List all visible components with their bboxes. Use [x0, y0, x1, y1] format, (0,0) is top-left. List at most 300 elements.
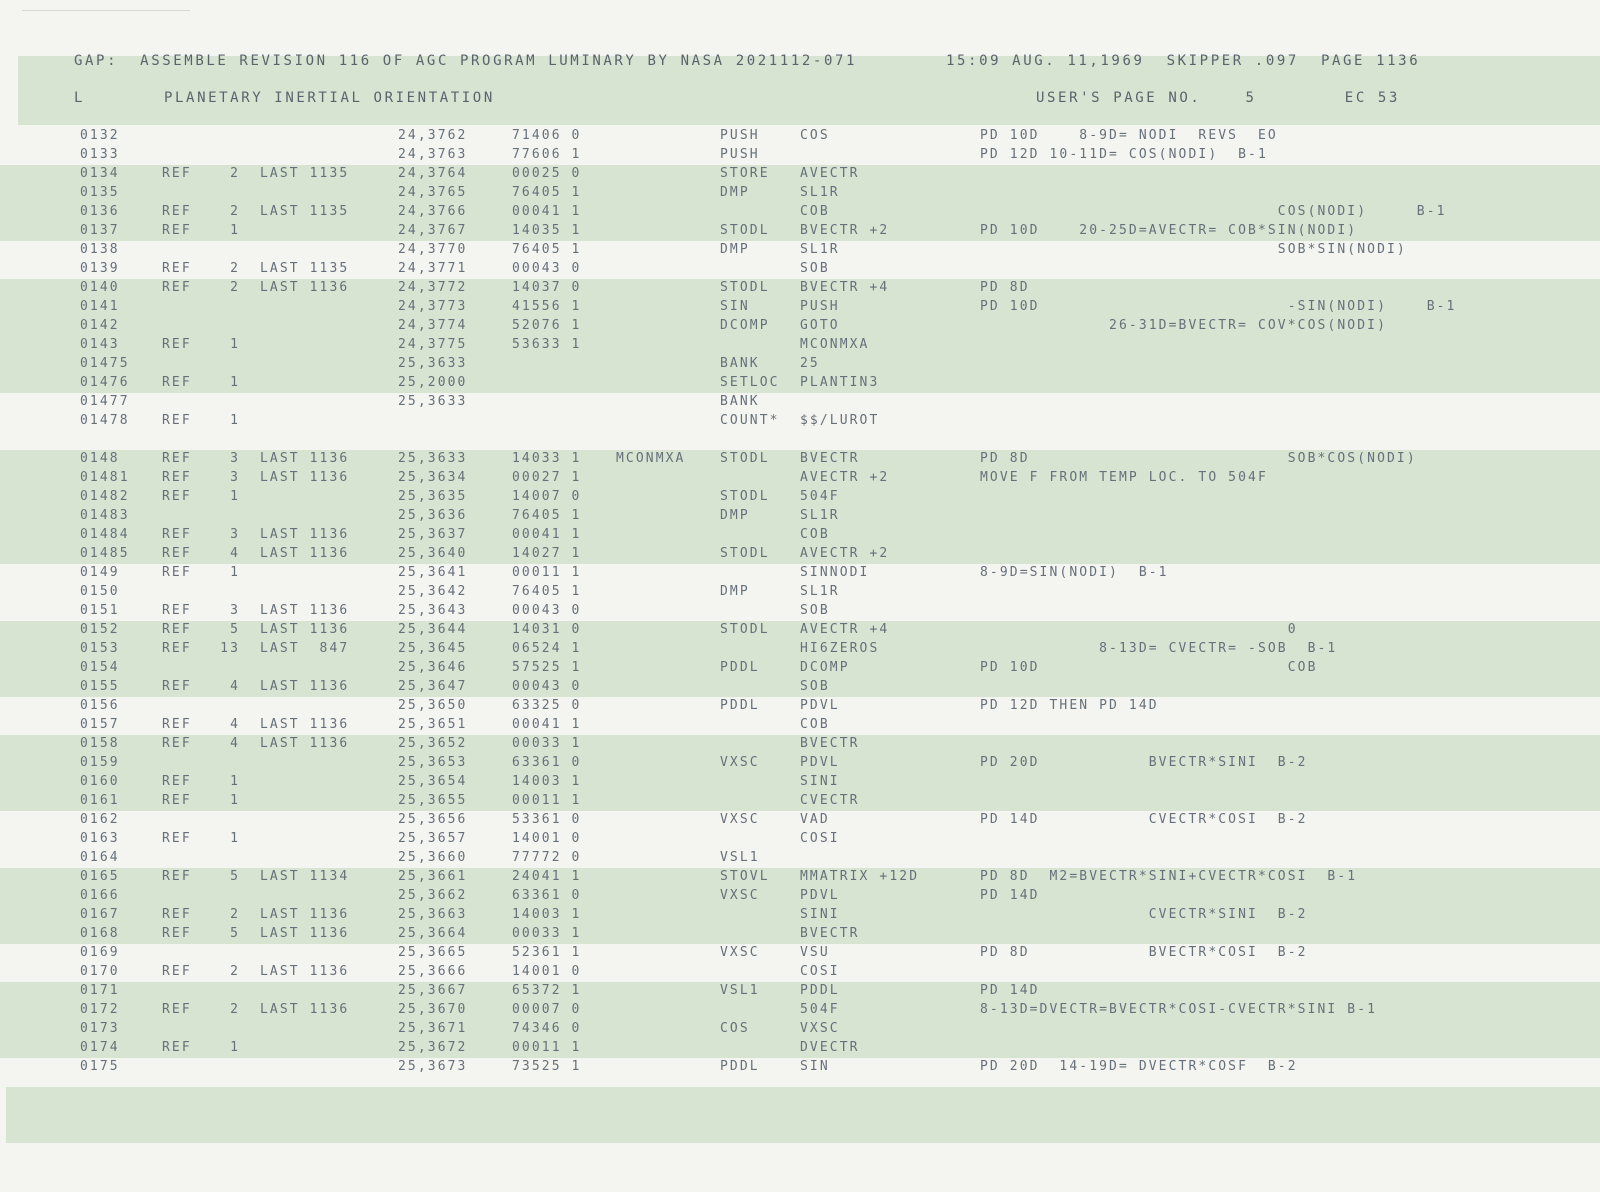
octal-code: 00041 1: [512, 204, 582, 219]
last-page-ref: LAST 1134: [260, 869, 350, 884]
operand: SINI: [800, 907, 840, 922]
ref-marker: REF: [162, 204, 192, 219]
opcode: VXSC: [720, 888, 760, 903]
address: 25,3642: [398, 584, 468, 599]
octal-code: 14007 0: [512, 489, 582, 504]
ref-count: 2: [230, 280, 240, 295]
line-number: 0173: [80, 1021, 120, 1036]
ref-count: 1: [230, 223, 240, 238]
opcode: DMP: [720, 185, 750, 200]
line-number: 0155: [80, 679, 120, 694]
ref-marker: REF: [162, 679, 192, 694]
listing-row: [0, 469, 1600, 488]
comment: PD 10D COB: [980, 660, 1318, 675]
column-l-label: L: [74, 90, 86, 106]
operand: BVECTR: [800, 451, 860, 466]
octal-code: 00041 1: [512, 527, 582, 542]
comment: 8-9D=SIN(NODI) B-1: [980, 565, 1169, 580]
ref-count: 2: [230, 907, 240, 922]
line-number: 0152: [80, 622, 120, 637]
address: 25,3641: [398, 565, 468, 580]
opcode: DMP: [720, 242, 750, 257]
line-number: 0165: [80, 869, 120, 884]
line-number: 01478: [80, 413, 130, 428]
operand: VAD: [800, 812, 830, 827]
operand: PDVL: [800, 888, 840, 903]
octal-code: 71406 0: [512, 128, 582, 143]
line-number: 0174: [80, 1040, 120, 1055]
octal-code: 14027 1: [512, 546, 582, 561]
comment: PD 10D -SIN(NODI) B-1: [980, 299, 1457, 314]
octal-code: 73525 1: [512, 1059, 582, 1074]
octal-code: 00027 1: [512, 470, 582, 485]
address: 25,3667: [398, 983, 468, 998]
line-number: 0154: [80, 660, 120, 675]
octal-code: 77772 0: [512, 850, 582, 865]
opcode: PUSH: [720, 147, 760, 162]
opcode: COUNT*: [720, 413, 780, 428]
octal-code: 24041 1: [512, 869, 582, 884]
octal-code: 52361 1: [512, 945, 582, 960]
address: 25,3645: [398, 641, 468, 656]
ref-count: 5: [230, 926, 240, 941]
address: 24,3773: [398, 299, 468, 314]
octal-code: 76405 1: [512, 584, 582, 599]
listing-row: [0, 564, 1600, 583]
opcode: DMP: [720, 508, 750, 523]
ref-marker: REF: [162, 413, 192, 428]
operand: MCONMXA: [800, 337, 870, 352]
operand: VXSC: [800, 1021, 840, 1036]
line-number: 0163: [80, 831, 120, 846]
listing-row: [0, 279, 1600, 298]
operand: CVECTR: [800, 793, 860, 808]
operand: PDDL: [800, 983, 840, 998]
octal-code: 76405 1: [512, 508, 582, 523]
octal-code: 00011 1: [512, 565, 582, 580]
ref-count: 4: [230, 736, 240, 751]
address: 24,3766: [398, 204, 468, 219]
ref-marker: REF: [162, 869, 192, 884]
comment: MOVE F FROM TEMP LOC. TO 504F: [980, 470, 1268, 485]
listing-row: [0, 146, 1600, 165]
operand: SL1R: [800, 508, 840, 523]
operand: SOB: [800, 603, 830, 618]
line-number: 0159: [80, 755, 120, 770]
last-page-ref: LAST 1136: [260, 622, 350, 637]
address: 24,3763: [398, 147, 468, 162]
address: 25,3634: [398, 470, 468, 485]
ref-marker: REF: [162, 622, 192, 637]
line-number: 0161: [80, 793, 120, 808]
operand: 25: [800, 356, 820, 371]
address: 24,3770: [398, 242, 468, 257]
section-title: PLANETARY INERTIAL ORIENTATION: [164, 90, 495, 106]
address: 25,3664: [398, 926, 468, 941]
ref-marker: REF: [162, 717, 192, 732]
line-number: 0158: [80, 736, 120, 751]
opcode: BANK: [720, 356, 760, 371]
ref-count: 2: [230, 1002, 240, 1017]
ref-count: 1: [230, 337, 240, 352]
last-page-ref: LAST 1136: [260, 451, 350, 466]
line-number: 0136: [80, 204, 120, 219]
user-page-number: USER'S PAGE NO. 5 EC 53: [1036, 90, 1400, 106]
octal-code: 14003 1: [512, 774, 582, 789]
ref-count: 1: [230, 375, 240, 390]
address: 24,3772: [398, 280, 468, 295]
listing-row: [0, 545, 1600, 564]
line-number: 0143: [80, 337, 120, 352]
ref-marker: REF: [162, 907, 192, 922]
comment: PD 8D BVECTR*COSI B-2: [980, 945, 1308, 960]
assembly-listing: [0, 127, 1600, 1077]
comment: PD 12D 10-11D= COS(NODI) B-1: [980, 147, 1268, 162]
ref-count: 1: [230, 774, 240, 789]
listing-row: [0, 127, 1600, 146]
opcode: STODL: [720, 280, 770, 295]
comment: PD 14D CVECTR*COSI B-2: [980, 812, 1308, 827]
octal-code: 00043 0: [512, 261, 582, 276]
operand: $$/LUROT: [800, 413, 880, 428]
listing-row: [0, 1001, 1600, 1020]
ref-marker: REF: [162, 774, 192, 789]
listing-row: [0, 450, 1600, 469]
octal-code: 63361 0: [512, 755, 582, 770]
line-number: 01483: [80, 508, 130, 523]
last-page-ref: LAST 1136: [260, 527, 350, 542]
ref-marker: REF: [162, 223, 192, 238]
opcode: DMP: [720, 584, 750, 599]
line-number: 0139: [80, 261, 120, 276]
address: 25,3633: [398, 356, 468, 371]
line-number: 0157: [80, 717, 120, 732]
operand: DCOMP: [800, 660, 850, 675]
listing-row: [0, 754, 1600, 773]
address: 25,3673: [398, 1059, 468, 1074]
operand: PLANTIN3: [800, 375, 880, 390]
address: 25,3666: [398, 964, 468, 979]
listing-row: [0, 849, 1600, 868]
ref-marker: REF: [162, 831, 192, 846]
address: 25,3651: [398, 717, 468, 732]
address: 25,2000: [398, 375, 468, 390]
ref-count: 4: [230, 717, 240, 732]
address: 25,3637: [398, 527, 468, 542]
line-number: 0149: [80, 565, 120, 580]
ref-count: 3: [230, 527, 240, 542]
paper-edge-line: [22, 10, 190, 11]
last-page-ref: LAST 1136: [260, 1002, 350, 1017]
line-number: 0172: [80, 1002, 120, 1017]
last-page-ref: LAST 1136: [260, 280, 350, 295]
operand: BVECTR +4: [800, 280, 890, 295]
operand: COB: [800, 717, 830, 732]
ref-count: 3: [230, 603, 240, 618]
last-page-ref: LAST 1136: [260, 926, 350, 941]
ref-count: 13: [220, 641, 240, 656]
line-number: 0138: [80, 242, 120, 257]
address: 25,3671: [398, 1021, 468, 1036]
address: 25,3665: [398, 945, 468, 960]
last-page-ref: LAST 1136: [260, 470, 350, 485]
comment: PD 20D 14-19D= DVECTR*COSF B-2: [980, 1059, 1298, 1074]
ref-count: 3: [230, 470, 240, 485]
comment: PD 14D: [980, 983, 1040, 998]
address: 25,3660: [398, 850, 468, 865]
address: 25,3656: [398, 812, 468, 827]
address: 25,3633: [398, 394, 468, 409]
line-number: 01485: [80, 546, 130, 561]
address: 25,3633: [398, 451, 468, 466]
line-number: 0168: [80, 926, 120, 941]
comment: PD 8D: [980, 280, 1030, 295]
line-number: 0148: [80, 451, 120, 466]
last-page-ref: LAST 1136: [260, 964, 350, 979]
comment: COS(NODI) B-1: [980, 204, 1447, 219]
listing-row: [0, 1058, 1600, 1077]
listing-row: [0, 621, 1600, 640]
ref-marker: REF: [162, 451, 192, 466]
listing-row: [0, 906, 1600, 925]
operand: COB: [800, 204, 830, 219]
octal-code: 57525 1: [512, 660, 582, 675]
line-number: 0142: [80, 318, 120, 333]
listing-row: [0, 507, 1600, 526]
address: 25,3636: [398, 508, 468, 523]
page-title: GAP: ASSEMBLE REVISION 116 OF AGC PROGRAM LUMINARY BY NASA 2021112-071: [74, 53, 858, 69]
listing-row: [0, 165, 1600, 184]
ref-marker: REF: [162, 527, 192, 542]
address: 25,3652: [398, 736, 468, 751]
ref-count: 4: [230, 546, 240, 561]
operand: HI6ZEROS: [800, 641, 880, 656]
address: 25,3635: [398, 489, 468, 504]
line-number: 0162: [80, 812, 120, 827]
address: 25,3670: [398, 1002, 468, 1017]
octal-code: 76405 1: [512, 185, 582, 200]
listing-row: [0, 716, 1600, 735]
listing-row: [0, 203, 1600, 222]
line-number: 0151: [80, 603, 120, 618]
listing-row: [0, 260, 1600, 279]
line-number: 0133: [80, 147, 120, 162]
listing-row: [0, 735, 1600, 754]
operand: AVECTR +2: [800, 546, 890, 561]
line-number: 0160: [80, 774, 120, 789]
line-number: 0153: [80, 641, 120, 656]
operand: SOB: [800, 679, 830, 694]
comment: PD 14D: [980, 888, 1040, 903]
last-page-ref: LAST 1136: [260, 603, 350, 618]
comment: PD 10D 20-25D=AVECTR= COB*SIN(NODI): [980, 223, 1358, 238]
ref-count: 5: [230, 622, 240, 637]
ref-count: 1: [230, 793, 240, 808]
comment: PD 8D SOB*COS(NODI): [980, 451, 1417, 466]
line-number: 0150: [80, 584, 120, 599]
listing-row: [0, 241, 1600, 260]
opcode: PDDL: [720, 698, 760, 713]
listing-row: [0, 640, 1600, 659]
opcode: STODL: [720, 489, 770, 504]
opcode: PDDL: [720, 660, 760, 675]
comment: PD 10D 8-9D= NODI REVS EO: [980, 128, 1278, 143]
octal-code: 06524 1: [512, 641, 582, 656]
address: 25,3640: [398, 546, 468, 561]
opcode: SETLOC: [720, 375, 780, 390]
ref-count: 4: [230, 679, 240, 694]
line-number: 0175: [80, 1059, 120, 1074]
opcode: STODL: [720, 451, 770, 466]
line-number: 0135: [80, 185, 120, 200]
line-number: 0132: [80, 128, 120, 143]
ref-marker: REF: [162, 470, 192, 485]
listing-row: [0, 393, 1600, 412]
operand: AVECTR +2: [800, 470, 890, 485]
listing-row: [0, 1020, 1600, 1039]
listing-row: [0, 374, 1600, 393]
operand: SL1R: [800, 242, 840, 257]
ref-marker: REF: [162, 603, 192, 618]
address: 24,3762: [398, 128, 468, 143]
line-number: 0170: [80, 964, 120, 979]
address: 25,3650: [398, 698, 468, 713]
address: 25,3646: [398, 660, 468, 675]
listing-row: [0, 412, 1600, 431]
address: 24,3767: [398, 223, 468, 238]
comment: 8-13D=DVECTR=BVECTR*COSI-CVECTR*SINI B-1: [980, 1002, 1378, 1017]
address: 25,3643: [398, 603, 468, 618]
comment: PD 12D THEN PD 14D: [980, 698, 1159, 713]
comment: 26-31D=BVECTR= COV*COS(NODI): [980, 318, 1387, 333]
address: 25,3672: [398, 1040, 468, 1055]
ref-marker: REF: [162, 736, 192, 751]
line-number: 0140: [80, 280, 120, 295]
bottom-band: [6, 1087, 1600, 1143]
line-number: 0166: [80, 888, 120, 903]
ref-count: 3: [230, 451, 240, 466]
listing-row: [0, 887, 1600, 906]
comment: 0: [980, 622, 1298, 637]
label: MCONMXA: [616, 451, 686, 466]
last-page-ref: LAST 1136: [260, 717, 350, 732]
operand: PDVL: [800, 755, 840, 770]
octal-code: 00011 1: [512, 1040, 582, 1055]
octal-code: 41556 1: [512, 299, 582, 314]
line-number: 0137: [80, 223, 120, 238]
octal-code: 65372 1: [512, 983, 582, 998]
operand: SL1R: [800, 185, 840, 200]
listing-row: [0, 355, 1600, 374]
operand: SOB: [800, 261, 830, 276]
operand: 504F: [800, 1002, 840, 1017]
octal-code: 00033 1: [512, 926, 582, 941]
line-number: 01476: [80, 375, 130, 390]
address: 24,3764: [398, 166, 468, 181]
ref-marker: REF: [162, 261, 192, 276]
last-page-ref: LAST 1135: [260, 166, 350, 181]
octal-code: 14035 1: [512, 223, 582, 238]
last-page-ref: LAST 847: [260, 641, 350, 656]
comment: PD 8D M2=BVECTR*SINI+CVECTR*COSI B-1: [980, 869, 1358, 884]
opcode: VXSC: [720, 755, 760, 770]
octal-code: 14003 1: [512, 907, 582, 922]
operand: GOTO: [800, 318, 840, 333]
listing-row: [0, 792, 1600, 811]
comment: 8-13D= CVECTR= -SOB B-1: [980, 641, 1338, 656]
listing-row: [0, 868, 1600, 887]
octal-code: 52076 1: [512, 318, 582, 333]
comment: SOB*SIN(NODI): [980, 242, 1407, 257]
ref-count: 1: [230, 1040, 240, 1055]
listing-row: [0, 678, 1600, 697]
listing-row: [0, 925, 1600, 944]
line-number: 0164: [80, 850, 120, 865]
octal-code: 00041 1: [512, 717, 582, 732]
octal-code: 14001 0: [512, 831, 582, 846]
operand: SINI: [800, 774, 840, 789]
octal-code: 14031 0: [512, 622, 582, 637]
operand: MMATRIX +12D: [800, 869, 920, 884]
ref-count: 1: [230, 831, 240, 846]
address: 24,3775: [398, 337, 468, 352]
opcode: COS: [720, 1021, 750, 1036]
octal-code: 00011 1: [512, 793, 582, 808]
ref-marker: REF: [162, 1040, 192, 1055]
ref-marker: REF: [162, 166, 192, 181]
ref-marker: REF: [162, 793, 192, 808]
operand: VSU: [800, 945, 830, 960]
listing-row: [0, 830, 1600, 849]
operand: DVECTR: [800, 1040, 860, 1055]
print-date-info: 15:09 AUG. 11,1969 SKIPPER .097 PAGE 1136: [946, 53, 1421, 69]
opcode: VSL1: [720, 983, 760, 998]
octal-code: 14037 0: [512, 280, 582, 295]
listing-row: [0, 982, 1600, 1001]
opcode: SIN: [720, 299, 750, 314]
comment: PD 20D BVECTR*SINI B-2: [980, 755, 1308, 770]
line-number: 0167: [80, 907, 120, 922]
operand: 504F: [800, 489, 840, 504]
opcode: STODL: [720, 546, 770, 561]
opcode: VXSC: [720, 812, 760, 827]
line-number: 01477: [80, 394, 130, 409]
operand: PDVL: [800, 698, 840, 713]
last-page-ref: LAST 1136: [260, 736, 350, 751]
operand: COS: [800, 128, 830, 143]
octal-code: 00043 0: [512, 603, 582, 618]
listing-row: [0, 944, 1600, 963]
ref-count: 2: [230, 261, 240, 276]
last-page-ref: LAST 1135: [260, 261, 350, 276]
listing-row: [0, 963, 1600, 982]
octal-code: 14001 0: [512, 964, 582, 979]
opcode: STOVL: [720, 869, 770, 884]
address: 24,3765: [398, 185, 468, 200]
address: 25,3657: [398, 831, 468, 846]
ref-marker: REF: [162, 1002, 192, 1017]
opcode: BANK: [720, 394, 760, 409]
line-number: 01481: [80, 470, 130, 485]
operand: COSI: [800, 831, 840, 846]
last-page-ref: LAST 1136: [260, 679, 350, 694]
opcode: VXSC: [720, 945, 760, 960]
octal-code: 14033 1: [512, 451, 582, 466]
ref-marker: REF: [162, 375, 192, 390]
operand: SIN: [800, 1059, 830, 1074]
line-number: 0169: [80, 945, 120, 960]
line-number: 01475: [80, 356, 130, 371]
